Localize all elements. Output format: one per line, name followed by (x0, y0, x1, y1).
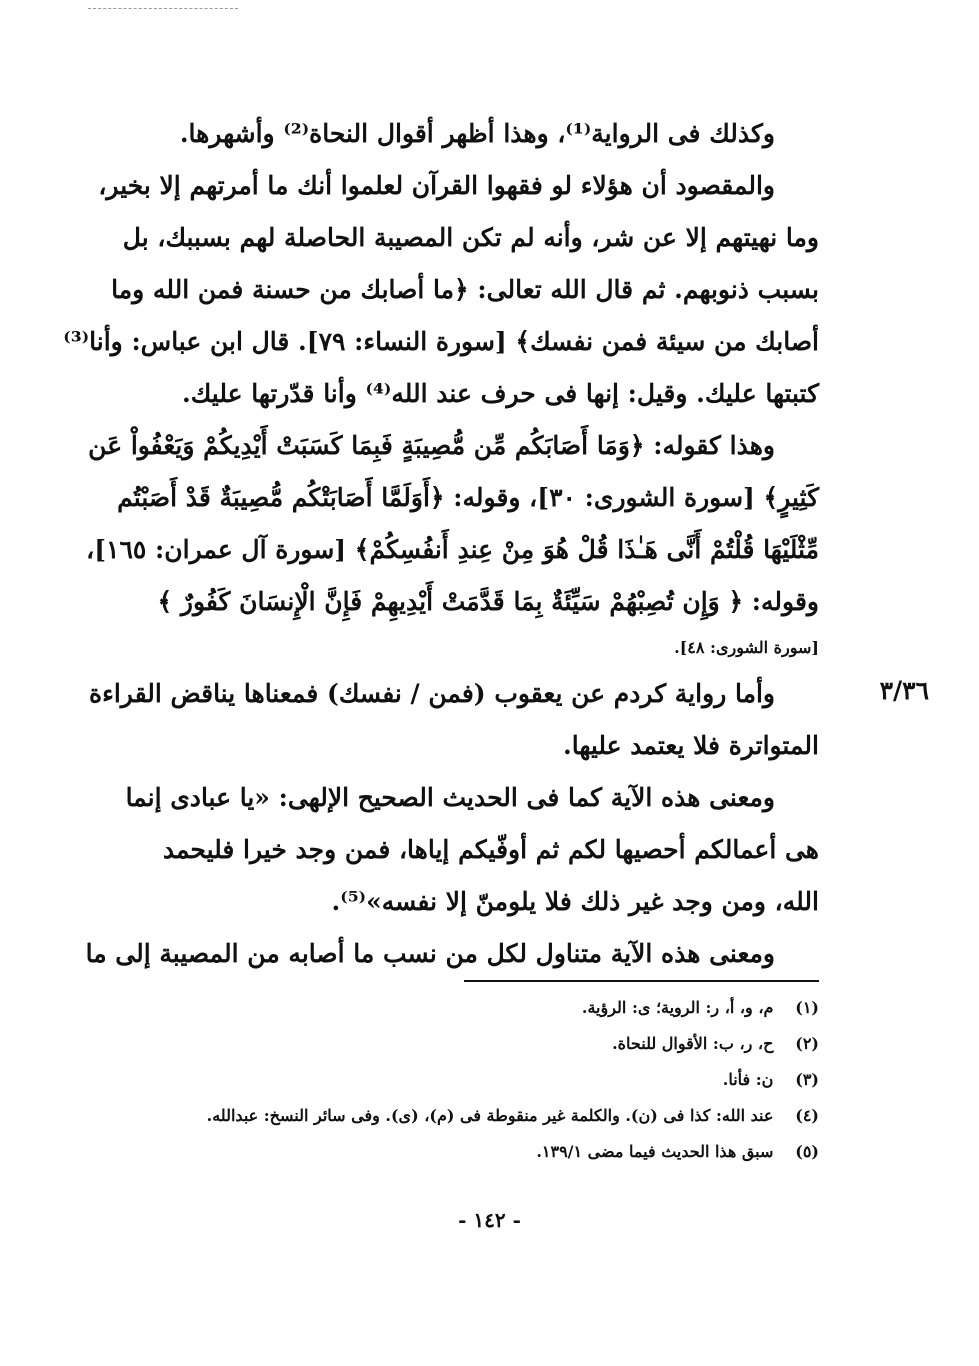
body-line: وهذا كقوله: ﴿وَمَا أَصَابَكُم مِّن مُّصِيبَةٍ فَبِمَا كَسَبَتْ أَيْدِيكُمْ وَيَعْفُواْ عَن (88, 431, 775, 460)
footnote-number: (١) (795, 998, 819, 1017)
footnote-text: م، و، أ، ر: الروية؛ ى: الرؤية. (581, 998, 774, 1017)
footnote-separator (464, 980, 819, 982)
footnote (119, 1062, 819, 1098)
body-line: وكذلك فى الرواية⁽¹⁾، وهذا أظهر أقوال النحاة⁽²⁾ وأشهرها. (179, 119, 775, 148)
body-line: أصابك من سيئة فمن نفسك﴾ [سورة النساء: ٧٩]. قال ابن عباس: وأنا⁽³⁾ (63, 327, 819, 356)
body-line: كتبتها عليك. وقيل: إنها فى حرف عند الله⁽⁴⁾ وأنا قدّرتها عليك. (182, 379, 819, 408)
footnote (119, 1098, 819, 1134)
footnote-number: (٤) (795, 1106, 819, 1125)
body-line: كَثِيرٍ﴾ [سورة الشورى: ٣٠]، وقوله: ﴿أَوَلَمَّا أَصَابَتْكُم مُّصِيبَةٌ قَدْ أَصَبْتُم (117, 483, 819, 512)
margin-reference: ٣/٣٦ (879, 676, 929, 705)
footnote-text: سبق هذا الحديث فيما مضى ١٣٩/١. (536, 1142, 774, 1161)
footnote-text: عند الله: كذا فى (ن). والكلمة غير منقوطة فى (م)، (ى). وفى سائر النسخ: عبدالله. (206, 1106, 774, 1125)
footnote-text: ن: فأنا. (722, 1070, 774, 1089)
footnote (119, 1026, 819, 1062)
top-scan-rule (88, 8, 238, 9)
body-line: المتواترة فلا يعتمد عليها. (563, 731, 819, 760)
body-line: ومعنى هذه الآية كما فى الحديث الصحيح الإلهى: «يا عبادى إنما (125, 783, 775, 812)
footnotes (119, 990, 819, 1170)
footnote-number: (٢) (795, 1034, 819, 1053)
body-line: بسبب ذنوبهم. ثم قال الله تعالى: ﴿ما أصابك من حسنة فمن الله وما (111, 275, 819, 304)
body-line: ومعنى هذه الآية متناول لكل من نسب ما أصابه من المصيبة إلى ما (85, 939, 775, 968)
footnote-number: (٣) (795, 1070, 819, 1089)
body-line: والمقصود أن هؤلاء لو فقهوا القرآن لعلموا أنك ما أمرتهم إلا بخير، (98, 171, 775, 200)
body-line: الله، ومن وجد غير ذلك فلا يلومنّ إلا نفسه»⁽⁵⁾. (331, 887, 819, 916)
body-line: وأما رواية كردم عن يعقوب (فمن / نفسك) فمعناها يناقض القراءة (88, 679, 775, 708)
footnote-number: (٥) (795, 1142, 819, 1161)
footnote-text: ح، ر، ب: الأقوال للنحاة. (612, 1034, 774, 1053)
body-line: وقوله: ﴿ وَإِن تُصِبْهُمْ سَيِّئَةٌ بِمَا قَدَّمَتْ أَيْدِيهِمْ فَإِنَّ الْإِنسَانَ كَفُورٌ ﴾ (157, 587, 819, 616)
page-number: - ١٤٢ - (458, 1208, 521, 1232)
body-line: هى أعمالكم أحصيها لكم ثم أوفّيكم إياها، فمن وجد خيرا فليحمد (162, 835, 819, 864)
body-line: وما نهيتهم إلا عن شر، وأنه لم تكن المصيبة الحاصلة لهم بسببك، بل (122, 223, 819, 252)
body-line: مِّثْلَيْهَا قُلْتُمْ أَنَّى هَـٰذَا قُلْ هُوَ مِنْ عِندِ أَنفُسِكُمْ﴾ [سورة آل عمران: ١٦٥]، (86, 535, 819, 564)
footnote (119, 1134, 819, 1170)
body-line: [سورة الشورى: ٤٨]. (674, 638, 819, 657)
footnote (119, 990, 819, 1026)
main-text (63, 108, 819, 980)
